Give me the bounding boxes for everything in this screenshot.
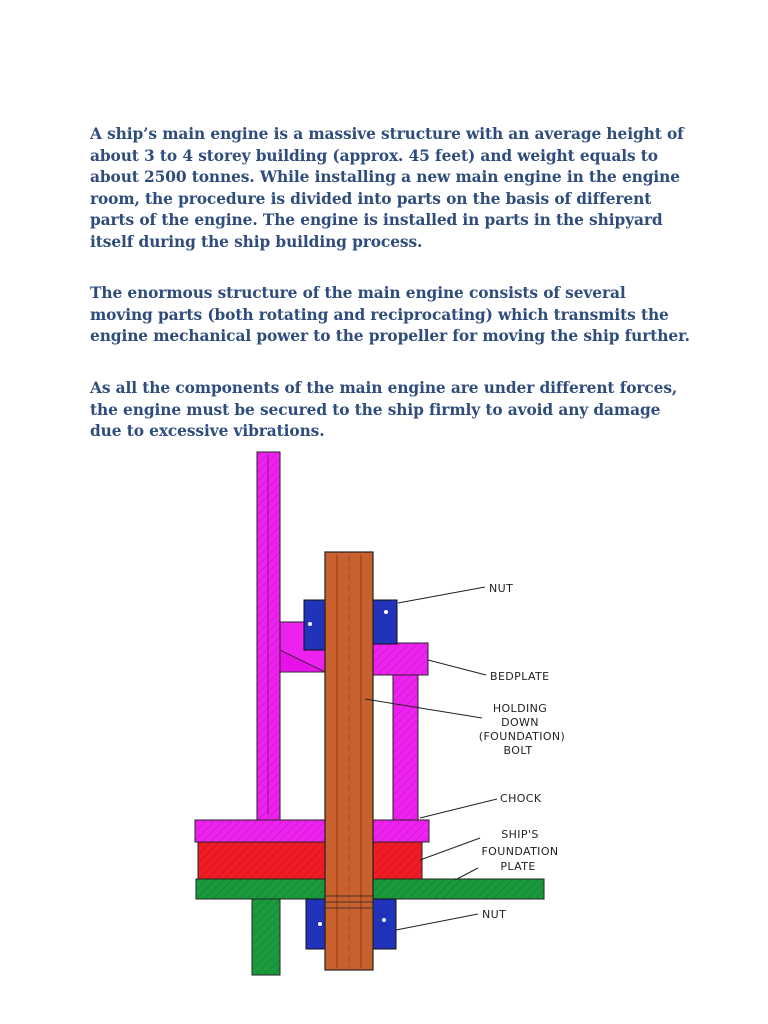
paragraph-engine-overview: A ship’s main engine is a massive structure with an average height of about 3 to 4 storey building (approx. 45 feet) and weight equals to about 2500 tonnes. While installing a new main engine in the engine room, the procedure is divided into parts on the basis of different parts of the engine. The engine is installed in parts in the shipyard itself during the ship building process. [90,125,684,251]
bedplate-vertical-web [257,452,280,822]
ship-foundation-plate [196,879,544,899]
label-nut-bottom: NUT [482,908,507,921]
holding-down-bolt [325,552,373,970]
paragraph-moving-parts: The enormous structure of the main engine consists of several moving parts (both rotating and reciprocating) which transmits the engine mechanical power to the propeller for moving the ship further. [90,284,690,345]
bottom-nut [306,899,396,949]
label-bedplate: BEDPLATE [490,670,550,683]
label-bolt-line3: (FOUNDATION) [478,730,566,743]
foundation-stiffener [252,899,280,975]
label-bolt-line2: DOWN [501,716,539,729]
label-chock: CHOCK [500,792,542,805]
top-nut [304,600,397,650]
leader-lines [365,587,497,930]
label-plate-line3: PLATE [500,860,536,873]
bedplate-upper-block [372,643,428,675]
label-bolt-line1: HOLDING [492,702,548,715]
bedplate-flange [195,820,429,842]
bedplate-strut [393,675,418,823]
label-plate-line1: SHIP'S [501,828,539,841]
label-plate-line2: FOUNDATION [481,845,559,858]
chock [198,842,422,879]
label-bolt-line4: BOLT [503,744,533,757]
paragraph-securing-engine: As all the components of the main engine are under different forces, the engine must be secured to the ship firmly to avoid any damage due to excessive vibrations. [90,379,678,440]
label-nut-top: NUT [489,582,514,595]
bedplate-bracket [280,622,325,672]
